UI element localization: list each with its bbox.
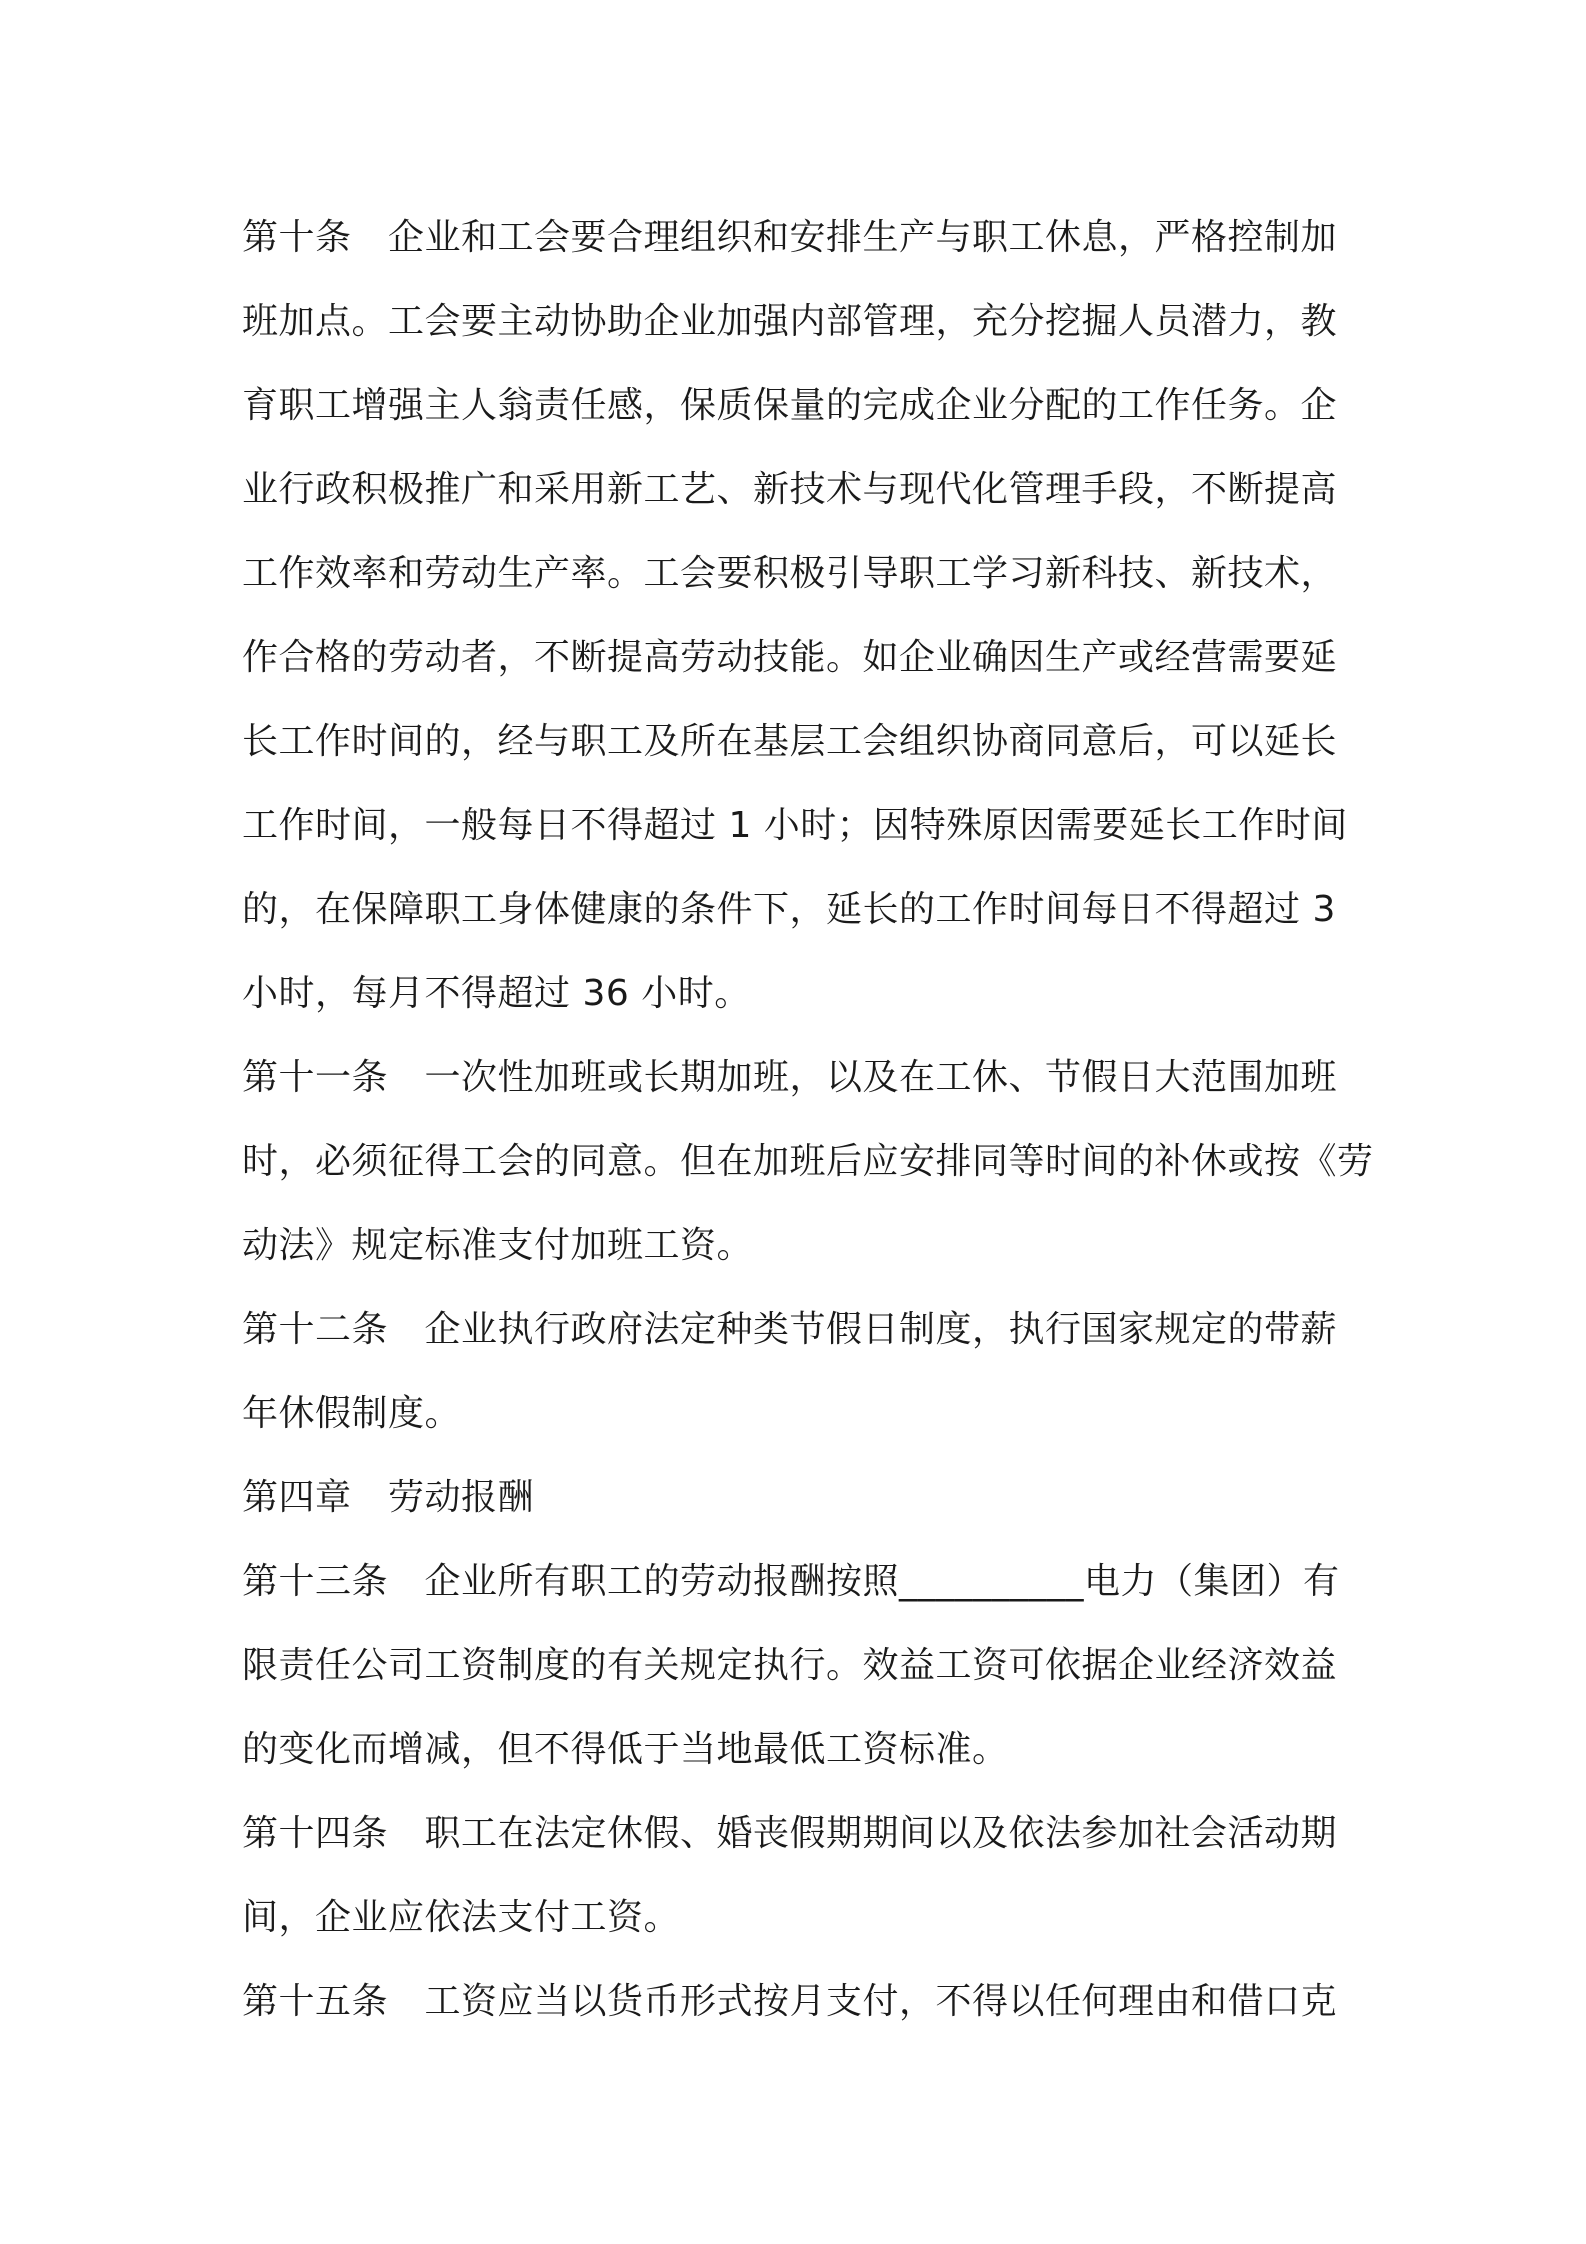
text-line: 的，在保障职工身体健康的条件下，延长的工作时间每日不得超过 3 — [242, 889, 1336, 930]
text-line: 工作效率和劳动生产率。工会要积极引导职工学习新科技、新技术， — [242, 553, 1338, 594]
text-line: 限责任公司工资制度的有关规定执行。效益工资可依据企业经济效益 — [242, 1645, 1338, 1686]
text-line: 作合格的劳动者，不断提高劳动技能。如企业确因生产或经营需要延 — [242, 637, 1338, 678]
text-line: 业行政积极推广和采用新工艺、新技术与现代化管理手段，不断提高 — [242, 469, 1338, 510]
text-line: 第十三条 企业所有职工的劳动报酬按照__________电力（集团）有 — [242, 1561, 1340, 1602]
text-line: 育职工增强主人翁责任感，保质保量的完成企业分配的工作任务。企 — [242, 385, 1338, 426]
text-line: 动法》规定标准支付加班工资。 — [242, 1225, 754, 1266]
text-line: 第十五条 工资应当以货币形式按月支付，不得以任何理由和借口克 — [242, 1981, 1338, 2022]
text-line: 第十二条 企业执行政府法定种类节假日制度，执行国家规定的带薪 — [242, 1309, 1338, 1350]
text-line: 长工作时间的，经与职工及所在基层工会组织协商同意后，可以延长 — [242, 721, 1338, 762]
text-line: 第十四条 职工在法定休假、婚丧假期期间以及依法参加社会活动期 — [242, 1813, 1338, 1854]
text-line: 时，必须征得工会的同意。但在加班后应安排同等时间的补休或按《劳 — [242, 1141, 1374, 1182]
text-line: 第十条 企业和工会要合理组织和安排生产与职工休息，严格控制加 — [242, 217, 1338, 258]
text-line: 小时，每月不得超过 36 小时。 — [242, 973, 751, 1014]
chapter-heading: 第四章 劳动报酬 — [242, 1477, 535, 1518]
text-line: 的变化而增减，但不得低于当地最低工资标准。 — [242, 1729, 1009, 1770]
text-line: 间，企业应依法支付工资。 — [242, 1897, 681, 1938]
text-line: 班加点。工会要主动协助企业加强内部管理，充分挖掘人员潜力，教 — [242, 301, 1338, 342]
text-line: 工作时间，一般每日不得超过 1 小时；因特殊原因需要延长工作时间 — [242, 805, 1348, 846]
text-line: 第十一条 一次性加班或长期加班，以及在工休、节假日大范围加班 — [242, 1057, 1338, 1098]
document-body — [242, 196, 1374, 2044]
text-line: 年休假制度。 — [242, 1393, 462, 1434]
